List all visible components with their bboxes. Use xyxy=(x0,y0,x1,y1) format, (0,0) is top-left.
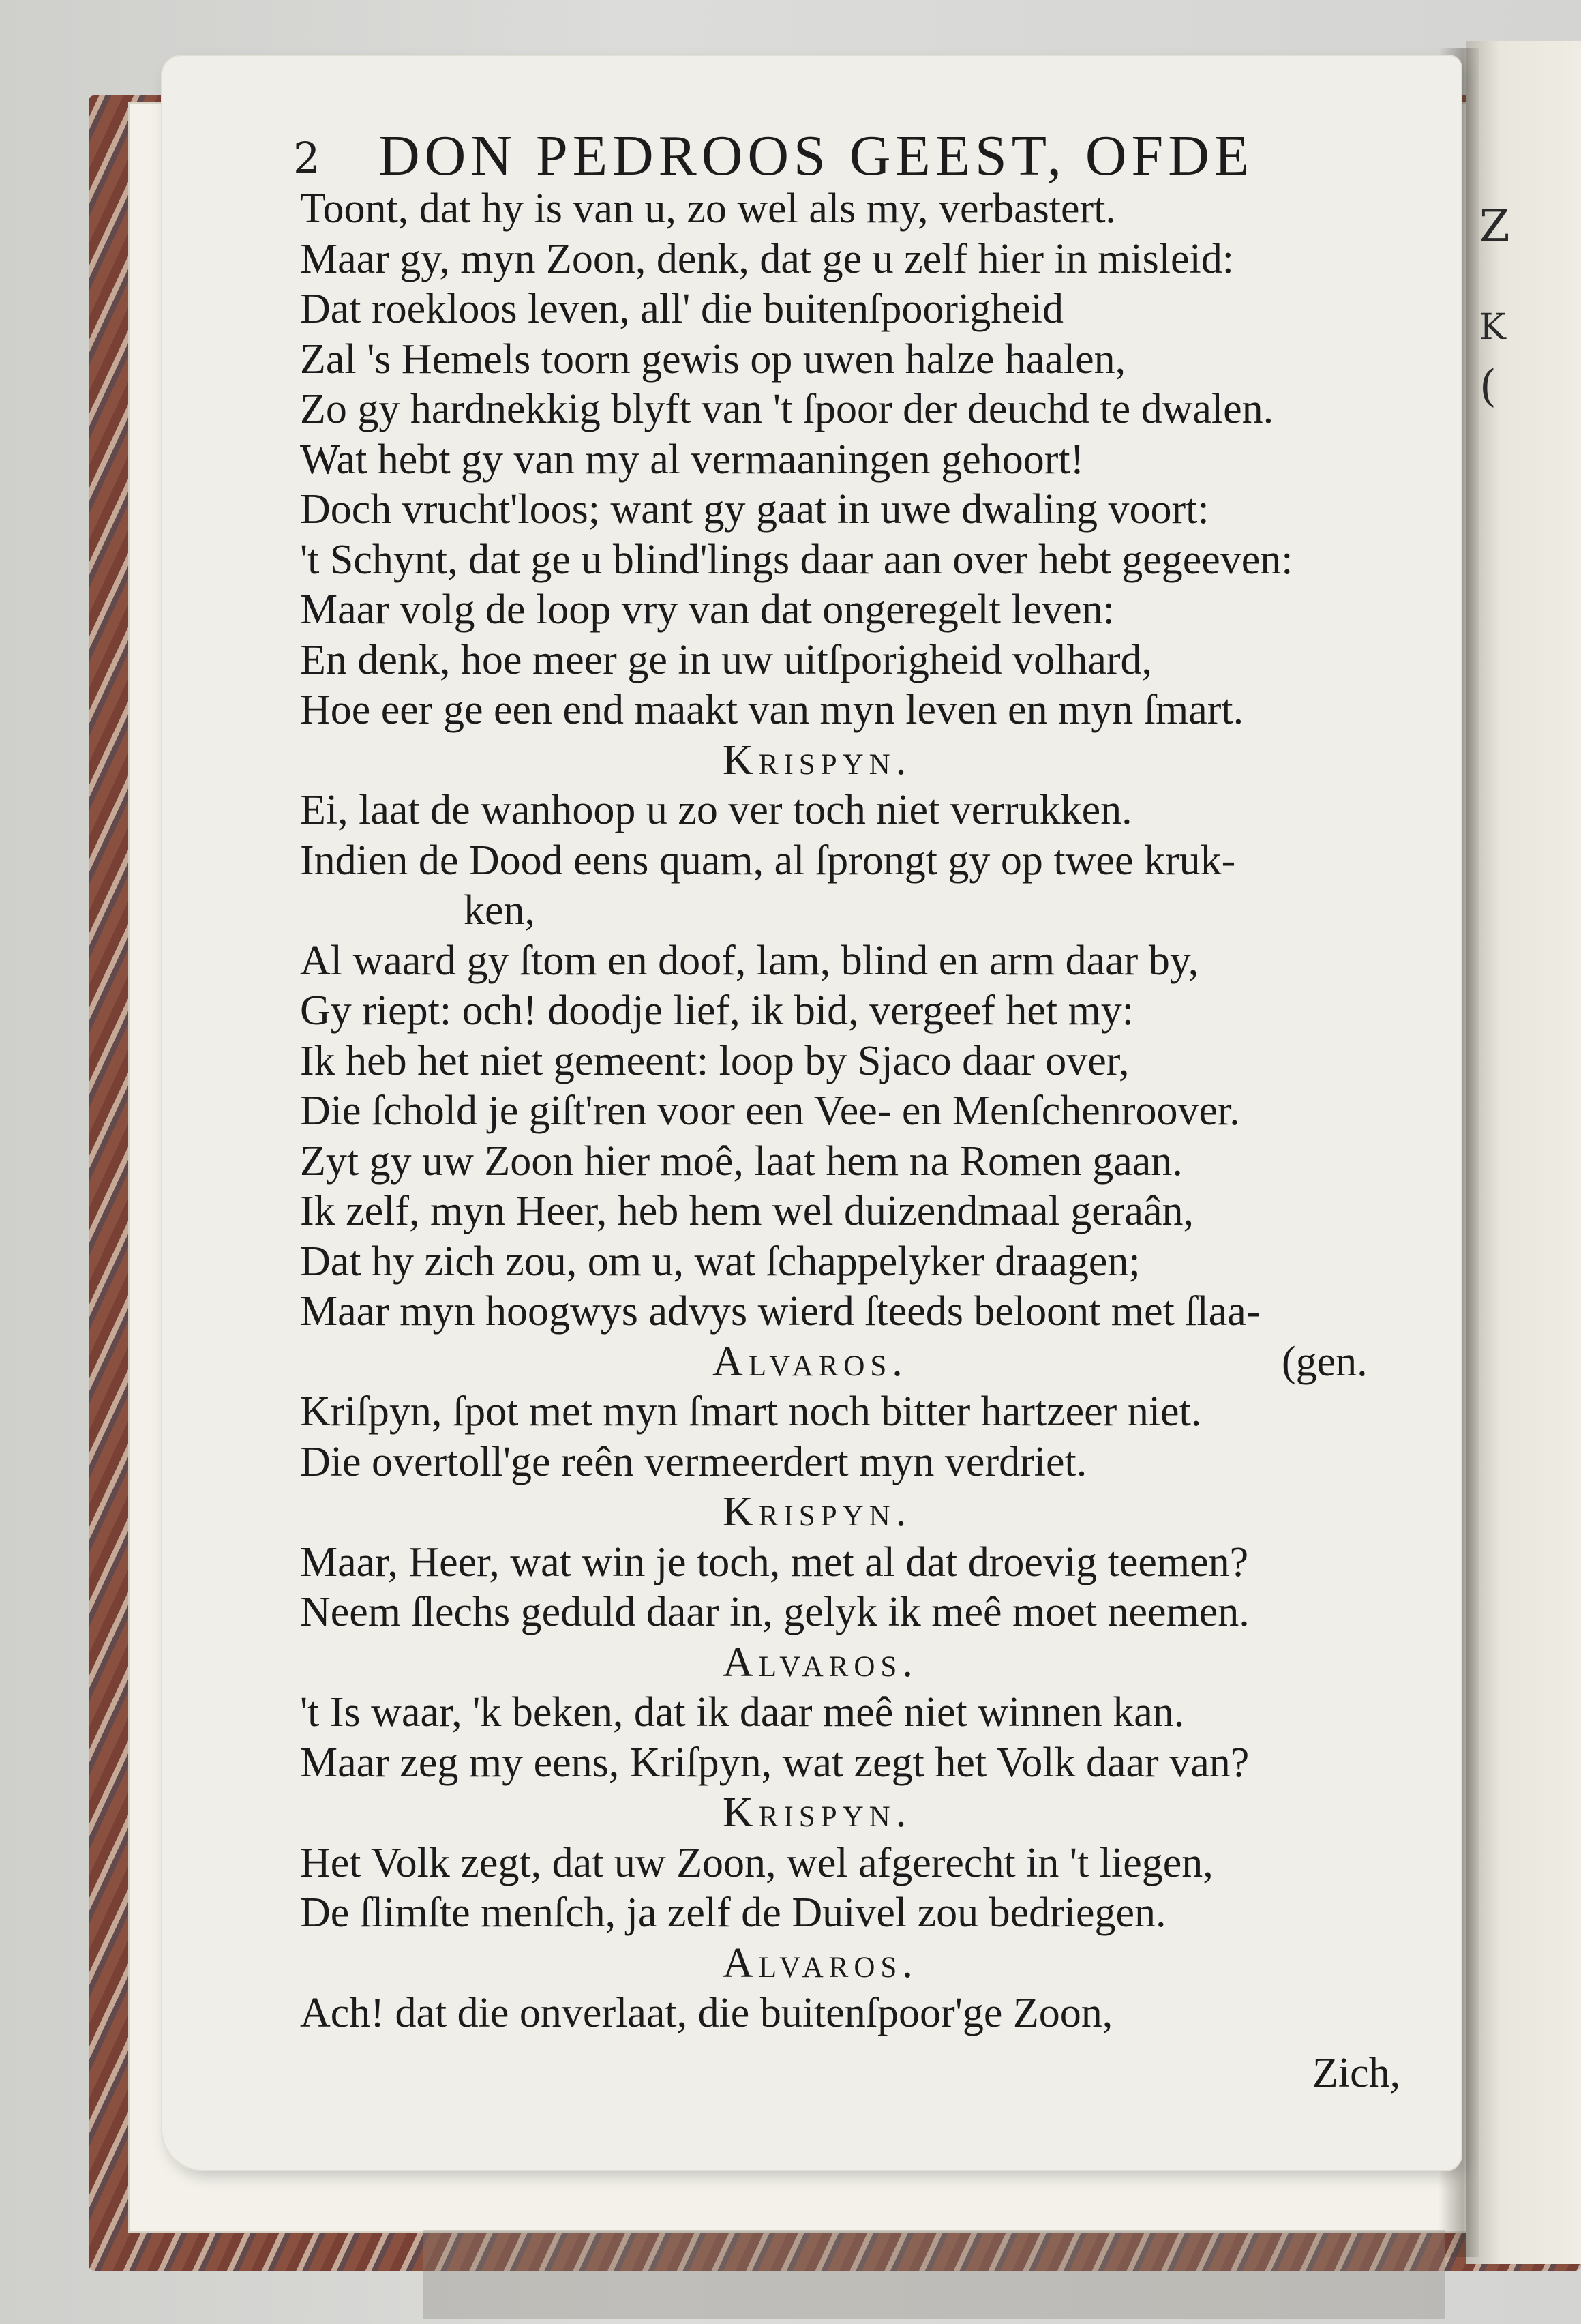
verse-line: En denk, hoe meer ge in uw uitſporigheid volhard, xyxy=(300,636,1153,683)
verse-line: Kriſpyn, ſpot met myn ſmart noch bitter hartzeer niet. xyxy=(300,1388,1202,1435)
speaker-name: Alvaros. xyxy=(723,1639,918,1686)
speaker-name: Krispyn. xyxy=(723,736,912,784)
catchword: Zich, xyxy=(1312,2050,1401,2096)
verse-line: Gy riept: och! doodje lief, ik bid, vergeef het my: xyxy=(300,987,1134,1034)
verse-line: Die overtoll'ge reên vermeerdert myn verdriet. xyxy=(300,1438,1087,1485)
verse-line: Indien de Dood eens quam, al ſprongt gy op twee kruk- xyxy=(300,837,1236,884)
facing-page-fragment: Z xyxy=(1479,201,1510,252)
verse-line: Hoe eer ge een end maakt van myn leven en myn ſmart. xyxy=(300,687,1244,733)
turnover-line: (gen. xyxy=(1282,1338,1368,1385)
verse-line: 't Schynt, dat ge u blind'lings daar aan over hebt gegeeven: xyxy=(300,536,1293,583)
speaker-name: Krispyn. xyxy=(723,1789,912,1836)
facing-page xyxy=(1466,41,1581,2264)
verse-line: Die ſchold je giſt'ren voor een Vee- en Menſchenroover. xyxy=(300,1088,1240,1134)
verse-line: Dat hy zich zou, om u, wat ſchappelyker draagen; xyxy=(300,1238,1141,1285)
facing-page-fragment: K xyxy=(1479,307,1506,348)
page-number: 2 xyxy=(293,133,320,183)
verse-line: Ik heb het niet gemeent: loop by Sjaco daar over, xyxy=(300,1037,1130,1084)
running-head: DON PEDROOS GEEST, OFDE xyxy=(378,124,1254,188)
verse-line: De ſlimſte menſch, ja zelf de Duivel zou bedriegen. xyxy=(300,1890,1166,1936)
verse-line: Zyt gy uw Zoon hier moê, laat hem na Romen gaan. xyxy=(300,1137,1183,1185)
turnover-line: ken, xyxy=(464,887,536,934)
verse-line: Zal 's Hemels toorn gewis op uwen halze haalen, xyxy=(300,336,1126,383)
verse-line: Maar myn hoogwys advys wierd ſteeds beloont met ſlaa- xyxy=(300,1288,1261,1335)
verse-line: Neem ſlechs geduld daar in, gelyk ik meê moet neemen. xyxy=(300,1589,1250,1635)
verse-line: Doch vrucht'loos; want gy gaat in uwe dwaling voort: xyxy=(300,486,1209,533)
verse-line: 't Is waar, 'k beken, dat ik daar meê niet winnen kan. xyxy=(300,1689,1185,1735)
speaker-name: Alvaros. xyxy=(723,1939,918,1986)
verse-line: Het Volk zegt, dat uw Zoon, wel afgerecht in 't liegen, xyxy=(300,1839,1214,1886)
verse-line: Maar gy, myn Zoon, denk, dat ge u zelf hier in misleid: xyxy=(300,235,1234,282)
verse-line: Dat roekloos leven, all' die buitenſpoorigheid xyxy=(300,286,1064,332)
verse-line: Toont, dat hy is van u, zo wel als my, verbastert. xyxy=(300,185,1116,232)
facing-page-fragment: ( xyxy=(1479,361,1496,412)
verse-line: Ik zelf, myn Heer, heb hem wel duizendmaal geraân, xyxy=(300,1188,1194,1234)
verse-line: Maar zeg my eens, Kriſpyn, wat zegt het Volk daar van? xyxy=(300,1739,1250,1786)
verse-line: Al waard gy ſtom en doof, lam, blind en arm daar by, xyxy=(300,937,1199,984)
verse-line: Maar volg de loop vry van dat ongeregelt leven: xyxy=(300,586,1115,633)
speaker-name: Krispyn. xyxy=(723,1489,912,1535)
verse-line: Maar, Heer, wat win je toch, met al dat droevig teemen? xyxy=(300,1538,1249,1585)
verse-line: Zo gy hardnekkig blyft van 't ſpoor der deuchd te dwalen. xyxy=(300,386,1274,432)
verse-line: Ei, laat de wanhoop u zo ver toch niet verrukken. xyxy=(300,787,1132,833)
speaker-name: Alvaros. xyxy=(712,1338,908,1385)
verse-line: Ach! dat die onverlaat, die buitenſpoor'ge Zoon, xyxy=(300,1990,1113,2036)
foot-shadow xyxy=(423,2230,1445,2319)
verse-line: Wat hebt gy van my al vermaaningen gehoort! xyxy=(300,436,1085,483)
